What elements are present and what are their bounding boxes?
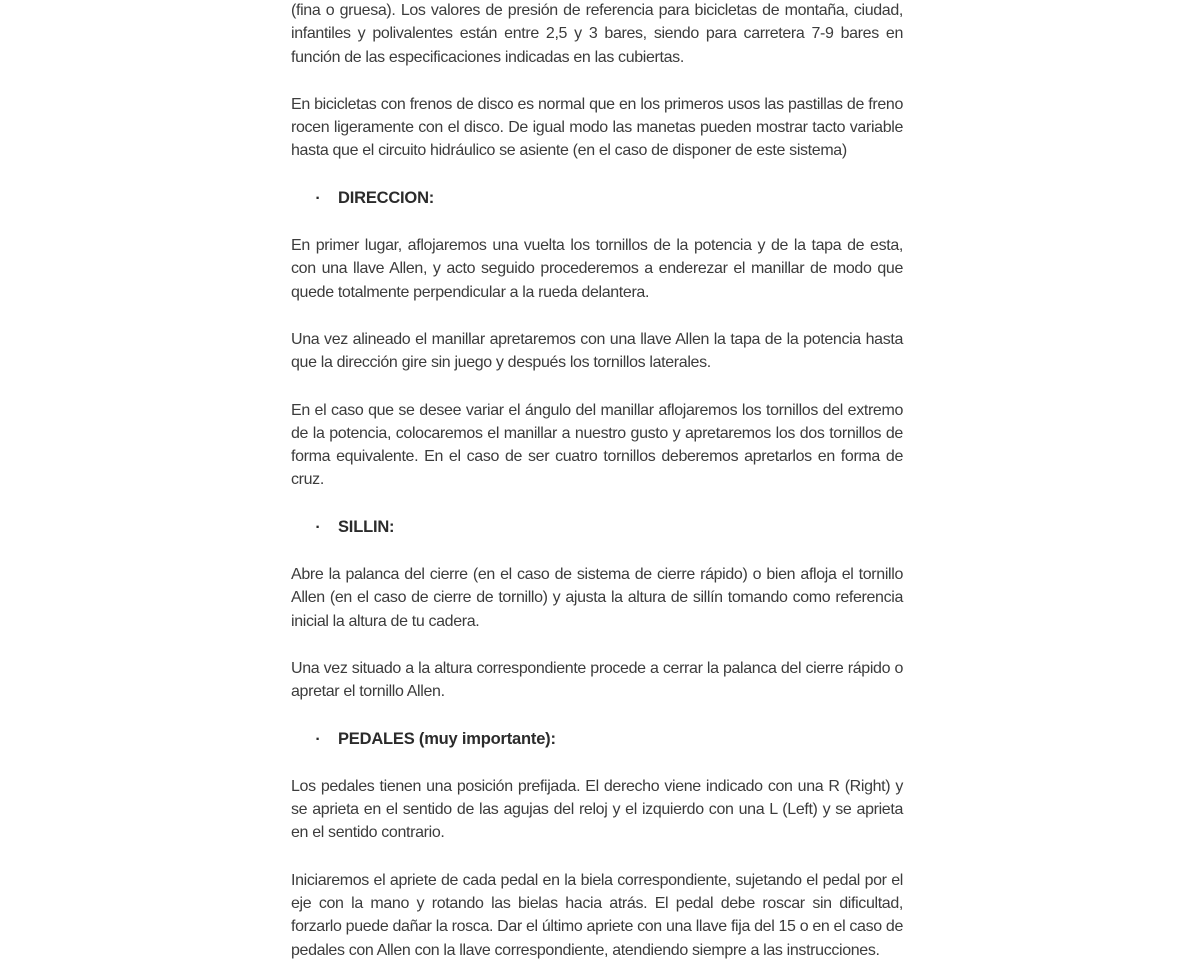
- section-heading-label: SILLIN:: [338, 517, 395, 536]
- section-heading-direccion: [291, 187, 903, 210]
- paragraph-saddle-height: Abre la palanca del cierre (en el caso de sistema de cierre rápido) o bien afloja el tornillo Allen (en el caso de cierre de tornillo) y ajusta la altura de sillín tomando como referencia inicial la altura de tu cadera.: [291, 566, 903, 630]
- paragraph-pedal-orientation: Los pedales tienen una posición prefijada. El derecho viene indicado con una R (Right) y se aprieta en el sentido de las agujas del reloj y el izquierdo con una L (Left) y se aprieta en el sentido contrario.: [291, 777, 903, 842]
- document-content: [291, 0, 903, 960]
- section-heading-sillin: [291, 516, 903, 539]
- paragraph-handlebar-alignment: Una vez alineado el manillar apretaremos con una llave Allen la tapa de la potencia hasta que la dirección gire sin juego y después los tornillos laterales.: [291, 330, 903, 372]
- section-heading-label: DIRECCION:: [338, 188, 435, 207]
- paragraph-saddle-lock: Una vez situado a la altura correspondiente procede a cerrar la palanca del cierre rápido o apretar el tornillo Allen.: [291, 659, 903, 701]
- paragraph-stem-bolts: En primer lugar, aflojaremos una vuelta los tornillos de la potencia y de la tapa de esta, con una llave Allen, y acto seguido procederemos a enderezar el manillar de modo que quede totalmente perpendicular a la rueda delantera.: [291, 237, 903, 301]
- bullet-icon: ·: [315, 730, 321, 748]
- bullet-icon: ·: [315, 518, 321, 536]
- section-heading-pedales: [291, 728, 903, 751]
- paragraph-disc-brakes: En bicicletas con frenos de disco es normal que en los primeros usos las pastillas de freno rocen ligeramente con el disco. De igual modo las manetas pueden mostrar tacto variable hasta que el circuito hidráulico se asiente (en el caso de disponer de este sistema): [291, 95, 903, 160]
- section-heading-label: PEDALES (muy importante):: [338, 729, 556, 748]
- paragraph-tire-pressure: (fina o gruesa). Los valores de presión de referencia para bicicletas de montaña, ciudad, infantiles y polivalentes están entre 2,5 y 3 bares, siendo para carretera 7-9 bares en función de las especificaciones indicadas en las cubiertas.: [291, 2, 903, 66]
- paragraph-handlebar-angle: En el caso que se desee variar el ángulo del manillar aflojaremos los tornillos del extremo de la potencia, colocaremos el manillar a nuestro gusto y apretaremos los dos tornillos de forma equivalente. En el caso de ser cuatro tornillos deberemos apretarlos en forma de cruz.: [291, 401, 903, 489]
- bullet-icon: ·: [315, 189, 321, 207]
- paragraph-pedal-tightening: Iniciaremos el apriete de cada pedal en la biela correspondiente, sujetando el pedal por el eje con la mano y rotando las bielas hacia atrás. El pedal debe roscar sin dificultad, forzarlo puede dañar la rosca. Dar el último apriete con una llave fija del 15 o en el caso de pedales con Allen con la llave correspondiente, atendiendo siempre a las instrucciones.: [291, 871, 903, 959]
